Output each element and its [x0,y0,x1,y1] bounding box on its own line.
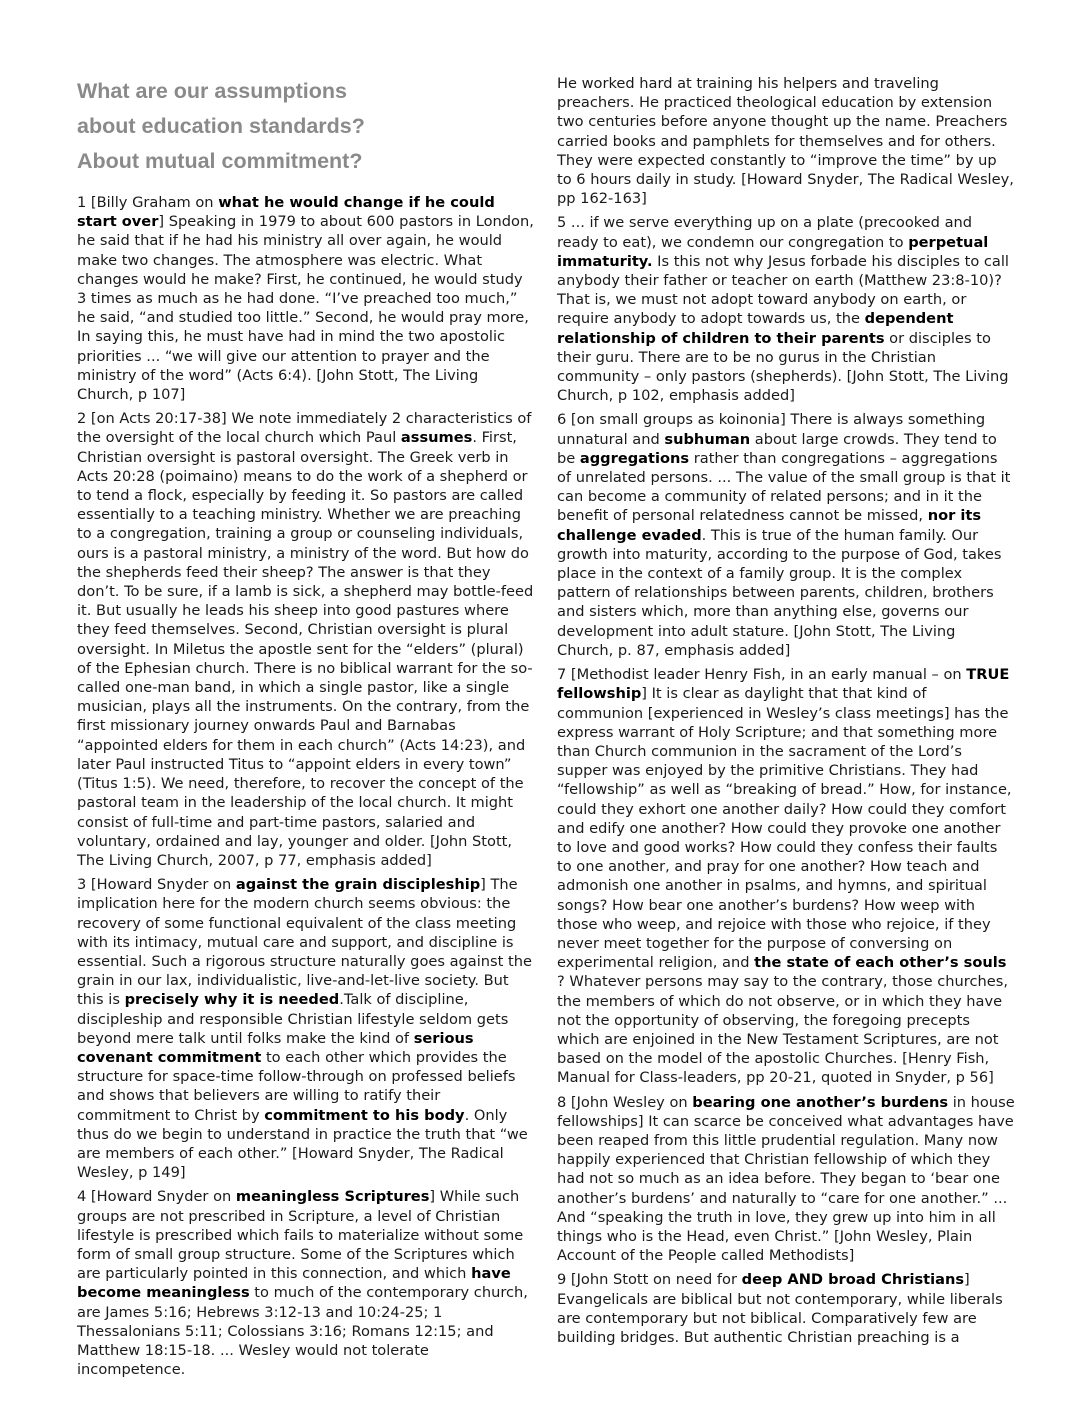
paragraph [557,74,1015,208]
paragraph-text: ] While such groups are not prescribed in Scripture, a level of Christian lifestyle is prescribed which fails to materialize without some form of small group structure. Some of the Scriptures which are particularly pointed in this connection, and which [77,1188,524,1283]
paragraph [557,665,1015,1087]
paragraph-text: or disciples to their guru. There are to be no gurus in the Christian community – only pastors (shepherds). [John Stott, The Living Church, p 102, emphasis added] [557,329,1009,405]
paragraph [557,213,1015,405]
paragraph-text: 4 [Howard Snyder on [77,1188,236,1206]
emphasis-text: against the grain discipleship [235,876,481,894]
paragraph-text: ] Speaking in 1979 to about 600 pastors in London, he said that if he had his ministry all over again, he would make two changes. The atmosphere was electric. What changes would he make? First, he continued, he would study 3 times as much as he had done. “I’ve preached too much,” he said, “and studied too little.” Second, he would pray more, In saying this, he must have had in mind the two apostolic priorities ... “we will give our attention to prayer and the ministry of the word” (Acts 6:4). [John Stott, The Living Church, p 107] [77,213,534,404]
emphasis-text: precisely why it is needed [124,991,340,1009]
right-paragraphs [557,74,1015,1347]
paragraph [77,875,535,1182]
paragraph-text: about large crowds. They tend to be [557,430,997,467]
paragraph-text: to much of the contemporary church, are James 5:16; Hebrews 3:12-13 and 10:24-25; 1 Thessalonians 5:11; Colossians 3:16; Romans 12:15; and Matthew 18:15-18. ... Wesley would not tolerate incompetence. [77,1284,528,1379]
emphasis-text: nor its challenge evaded [557,507,982,544]
paragraph-text: 3 [Howard Snyder on [77,876,236,894]
paragraph-text: . First, Christian oversight is pastoral oversight. The Greek verb in Acts 20:28 (poimaino) means to do the work of a shepherd or to tend a flock, especially by feeding it. So pastors are called essentially to a teaching ministry. Whether we are preaching to a congregation, training a group or counseling individuals, ours is a pastoral ministry, a ministry of the word. But how do the shepherds feed their sheep? The answer is that they don’t. To be sure, if a lamb is sick, a shepherd may bottle-feed it. But usually he leads his sheep into good pastures where they feed themselves. Second, Christian oversight is plural oversight. In Miletus the apostle sent for the “elders” (plural) of the Ephesian church. There is no biblical warrant for the so-called one-man band, in which a single pastor, like a single musician, plays all the instruments. On the contrary, from the first missionary journey onwards Paul and Barnabas “appointed elders for them in each church” (Acts 14:23), and later Paul instructed Titus to “appoint elders in every town” (Titus 1:5). We need, therefore, to recover the concept of the pastoral team in the leadership of the local church. It might consist of full-time and part-time pastors, salaried and voluntary, ordained and lay, younger and older. [John Stott, The Living Church, 2007, p 77, emphasis added] [77,429,534,869]
emphasis-text: TRUE fellowship [557,666,1010,703]
paragraph-text: .Talk of discipline, discipleship and responsible Christian lifestyle seldom gets beyond mere talk until folks make the kind of [77,991,509,1047]
paragraph-text: 8 [John Wesley on [557,1093,693,1111]
paragraph-text: ] The implication here for the modern church seems obvious: the recovery of some functional equivalent of the class meeting with its intimacy, mutual care and support, and discipline is essential. Such a rigorous structure naturally goes against the grain in our lax, individualistic, live-and-let-live society. But this is [77,876,532,1009]
paragraph-text: 7 [Methodist leader Henry Fish, in an early manual – on [557,666,967,684]
paragraph-text: ] Evangelicals are biblical but not contemporary, while liberals are contemporary but not biblical. Comparatively few are building bridges. But authentic Christian preaching is a [557,1271,1003,1346]
paragraph-text: 6 [on small groups as koinonia] There is always something unnatural and [557,411,986,448]
emphasis-text: commitment to his body [264,1106,465,1124]
paragraph-text: He worked hard at training his helpers and traveling preachers. He practiced theological education by extension two centuries before anyone thought up the name. Preachers carried books and pamphlets for themselves and for others. They were expected constantly to “improve the time” by up to 6 hours daily in study. [Howard Snyder, The Radical Wesley, pp 162-163] [557,75,1014,208]
paragraph-text: Is this not why Jesus forbade his disciples to call anybody their father or teacher on earth (Matthew 23:8-10)? That is, we must not adopt toward anybody on earth, or require anybody to adopt towards us, the [557,252,1009,328]
emphasis-text: meaningless Scriptures [235,1188,430,1206]
paragraph-text: 1 [Billy Graham on [77,194,219,211]
emphasis-text: dependent relationship of children to their parents [557,310,954,347]
emphasis-text: what he would change if he could start over [77,194,495,231]
paragraph [557,1270,1015,1347]
title-line-1: What are our assumptions [77,79,347,103]
emphasis-text: serious covenant commitment [77,1029,474,1066]
paragraph-text: ] It is clear as daylight that that kind of communion [experienced in Wesley’s class meetings] has the express warrant of Holy Scripture; and that something more than Church communion in the sacrament of the Lord’s supper was enjoyed by the primitive Christians. They had “fellowship” as well as “breaking of bread.” How, for instance, could they exhort one another daily? How could they comfort and edify one another? How could they provoke one another to love and good works? How could they confess their faults to one another, and pray for one another? How teach and admonish one another in psalms, and hymns, and spiritual songs? How bear one another’s burdens? How weep with those who weep, and rejoice with those who rejoice, if they never meet together for the purpose of conversing on experimental religion, and [557,685,1012,972]
title-line-3: About mutual commitment? [77,149,363,173]
paragraph [557,1093,1015,1266]
left-column [77,74,535,1384]
emphasis-text: bearing one another’s burdens [692,1093,949,1111]
paragraph-text: ? Whatever persons may say to the contrary, those churches, the members of which do not observe, or in which they have not the opportunity of observing, the foregoing precepts which are enjoined in the New Testament Scriptures, are not based on the model of the apostolic Churches. [Henry Fish, Manual for Class-leaders, pp 20-21, quoted in Snyder, p 56] [557,973,1008,1087]
paragraph [557,410,1015,660]
emphasis-text: have become meaningless [77,1265,511,1302]
paragraph [77,193,535,404]
emphasis-text: the state of each other’s souls [754,954,1007,972]
emphasis-text: assumes [400,429,473,447]
emphasis-text: deep AND broad Christians [741,1271,965,1289]
paragraph-text: to each other which provides the structure for space-time follow-through on professed beliefs and shows that believers are willing to ratify their commitment to Christ by [77,1048,516,1124]
emphasis-text: perpetual immaturity. [557,233,989,270]
paragraph [77,1187,535,1379]
paragraph-text: 9 [John Stott on need for [557,1271,742,1289]
emphasis-text: aggregations [579,449,690,467]
paragraph-text: . This is true of the human family. Our growth into maturity, according to the purpose of God, takes place in the context of a family group. It is the complex pattern of relationships between parents, children, brothers and sisters which, more than anything else, governs our development into adult stature. [John Stott, The Living Church, p. 87, emphasis added] [557,526,1002,659]
paragraph [77,409,535,870]
paragraph-text: 5 ... if we serve everything up on a plate (precooked and ready to eat), we condemn our congregation to [557,214,973,251]
paragraph-text: . Only thus do we begin to understand in practice the truth that “we are members of each other.” [Howard Snyder, The Radical Wesley, p 149] [77,1106,528,1182]
paragraph-text: in house fellowships] It can scarce be conceived what advantages have been reaped from this little prudential regulation. Many now happily experienced that Christian fellowship of which they had not so much as an idea before. They began to ‘bear one another’s burdens’ and naturally to “care for one another.” ... And “speaking the truth in love, they grew up into him in all things who is the Head, even Christ.” [John Wesley, Plain Account of the People called Methodists] [557,1093,1015,1265]
paragraph-text: 2 [on Acts 20:17-38] We note immediately 2 characteristics of the oversight of the local church which Paul [77,410,532,447]
left-paragraphs [77,193,535,1379]
paragraph-text: rather than congregations – aggregations of unrelated persons. ... The value of the small group is that it can become a community of related persons; and in it the benefit of personal relatedness cannot be missed, [557,449,1011,525]
title-line-2: about education standards? [77,114,365,138]
emphasis-text: subhuman [664,430,751,448]
page-title [77,74,535,179]
right-column [557,74,1015,1352]
